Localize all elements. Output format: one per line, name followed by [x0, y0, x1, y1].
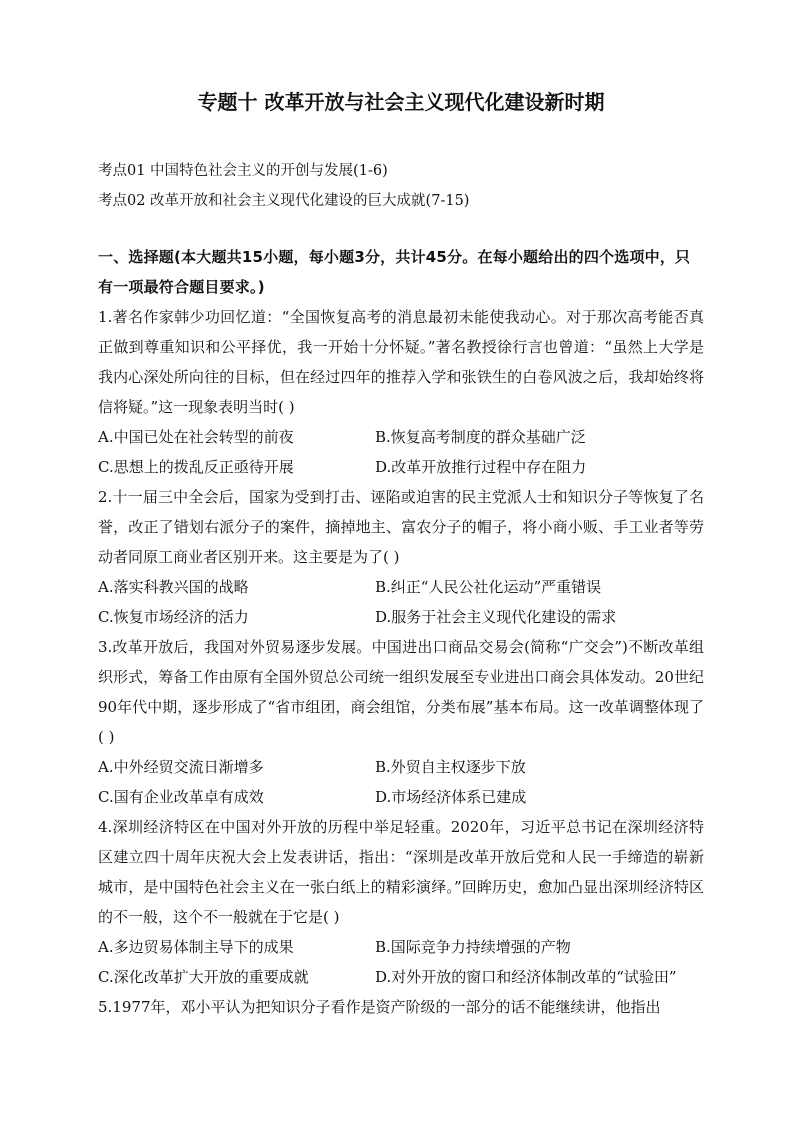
option-c: C.恢复市场经济的活力: [98, 608, 249, 626]
option-a: A.中外经贸交流日渐增多: [98, 758, 264, 776]
question-4: [98, 812, 704, 992]
option-d: D.市场经济体系已建成: [375, 788, 527, 806]
option-b: B.国际竞争力持续增强的产物: [375, 938, 571, 956]
question-1: [98, 302, 704, 482]
option-c: C.国有企业改革卓有成效: [98, 788, 264, 806]
question-3: [98, 632, 704, 812]
option-c: C.深化改革扩大开放的重要成就: [98, 968, 309, 986]
option-d: D.对外开放的窗口和经济体制改革的“试验田”: [375, 968, 677, 986]
topic-list: [98, 156, 704, 216]
option-group: [98, 752, 704, 812]
option-b: B.纠正“人民公社化运动”严重错误: [375, 578, 602, 596]
option-group: [98, 422, 704, 482]
question-stem: 1.著名作家韩少功回忆道：“全国恢复高考的消息最初未能使我动心。对于那次高考能否真正做到尊重知识和公平择优，我一开始十分怀疑。”著名教授徐行言也曾道：“虽然上大学是我内心深处所向往的目标，但在经过四年的推荐入学和张铁生的白卷风波之后，我却始终将信将疑。”这一现象表明当时( ): [98, 308, 704, 416]
page-title: 专题十 改革开放与社会主义现代化建设新时期: [197, 90, 605, 114]
option-c: C.思想上的拨乱反正亟待开展: [98, 458, 294, 476]
option-b: B.恢复高考制度的群众基础广泛: [375, 428, 586, 446]
option-a: A.中国已处在社会转型的前夜: [98, 428, 294, 446]
question-stem: 3.改革开放后，我国对外贸易逐步发展。中国进出口商品交易会(简称“广交会”)不断改革组织形式，筹备工作由原有全国外贸总公司统一组织发展至专业进出口商会具体发动。20世纪90年代中期，逐步形成了“省市组团，商会组馆，分类布展”基本布局。这一改革调整体现了( ): [98, 638, 704, 746]
topic-item: 考点02 改革开放和社会主义现代化建设的巨大成就(7-15): [98, 193, 470, 209]
option-group: [98, 572, 704, 632]
option-d: D.服务于社会主义现代化建设的需求: [375, 608, 617, 626]
option-d: D.改革开放推行过程中存在阻力: [375, 458, 587, 476]
option-a: A.落实科教兴国的战略: [98, 578, 249, 596]
question-2: [98, 482, 704, 632]
option-b: B.外贸自主权逐步下放: [375, 758, 526, 776]
question-5: [98, 992, 704, 1022]
option-a: A.多边贸易体制主导下的成果: [98, 938, 294, 956]
option-group: [98, 932, 704, 992]
question-stem: 4.深圳经济特区在中国对外开放的历程中举足轻重。2020年，习近平总书记在深圳经济特区建立四十周年庆祝大会上发表讲话，指出：“深圳是改革开放后党和人民一手缔造的崭新城市，是中国特色社会主义在一张白纸上的精彩演绎。”回眸历史，愈加凸显出深圳经济特区的不一般，这个不一般就在于它是( ): [98, 818, 704, 926]
section-heading: 一、选择题(本大题共15小题，每小题3分，共计45分。在每小题给出的四个选项中，只有一项最符合题目要求。): [98, 248, 691, 296]
question-stem: 5.1977年，邓小平认为把知识分子看作是资产阶级的一部分的话不能继续讲，他指出: [98, 998, 661, 1016]
question-stem: 2.十一届三中全会后，国家为受到打击、诬陷或迫害的民主党派人士和知识分子等恢复了名誉，改正了错划右派分子的案件，摘掉地主、富农分子的帽子，将小商小贩、手工业者等劳动者同原工商业者区别开来。这主要是为了( ): [98, 488, 704, 566]
topic-item: 考点01 中国特色社会主义的开创与发展(1-6): [98, 163, 388, 179]
